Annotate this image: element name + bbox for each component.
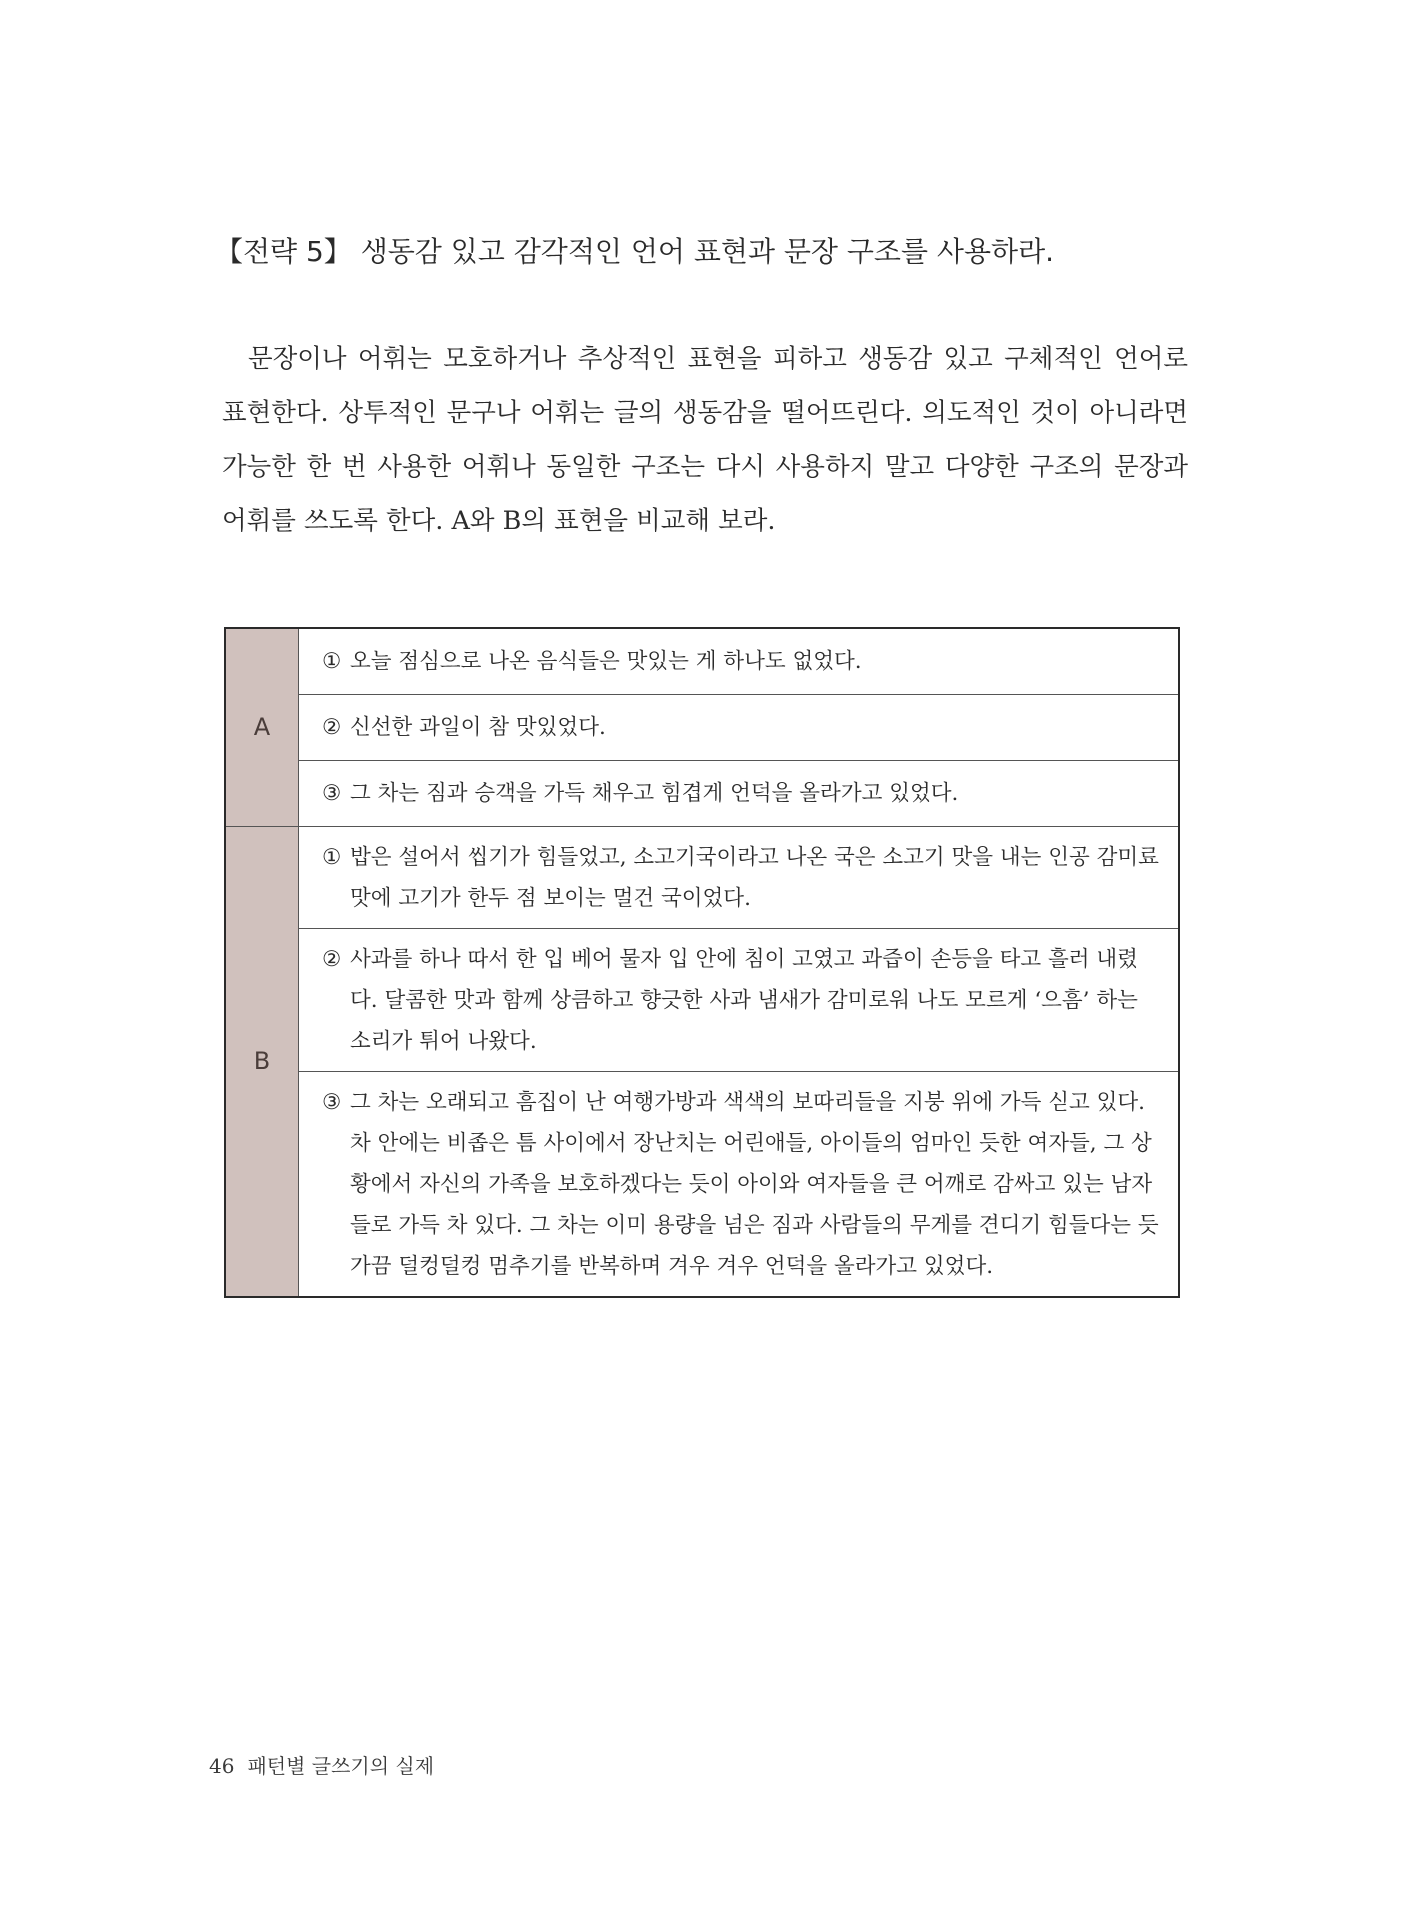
example-item [299,628,1180,694]
body-paragraph: 문장이나 어휘는 모호하거나 추상적인 표현을 피하고 생동감 있고 구체적인 언어로 표현한다. 상투적인 문구나 어휘는 글의 생동감을 떨어뜨린다. 의도적인 것이 아니라면 가능한 한 번 사용한 어휘나 동일한 구조는 다시 사용하지 말고 다양한 구조의 문장과 어휘를 쓰도록 한다. A와 B의 표현을 비교해 보라. [222,344,1188,536]
item-number: ③ [322,1089,342,1115]
table-row [225,928,1179,1071]
group-label-a: A [225,628,299,826]
item-number: ③ [322,781,342,806]
item-text: 밥은 설어서 씹기가 힘들었고, 소고기국이라고 나온 국은 소고기 맛을 내는 인공 감미료 맛에 고기가 한두 점 보이는 멀건 국이었다. [350,844,1159,911]
table-row [225,628,1179,694]
table-row [225,1071,1179,1297]
table-row [225,760,1179,826]
table-row [225,694,1179,760]
page-number: 46 [209,1754,235,1778]
item-number: ① [322,844,342,870]
item-text: 그 차는 짐과 승객을 가득 채우고 힘겹게 언덕을 올라가고 있었다. [350,781,959,806]
item-number: ② [322,715,342,740]
example-item [299,826,1180,928]
item-text: 사과를 하나 따서 한 입 베어 물자 입 안에 침이 고였고 과즙이 손등을 타고 흘러 내렸다. 달콤한 맛과 함께 상큼하고 향긋한 사과 냄새가 감미로워 나도 모르게 ‘으흠’ 하는 소리가 튀어 나왔다. [350,946,1138,1054]
item-text: 그 차는 오래되고 흠집이 난 여행가방과 색색의 보따리들을 지붕 위에 가득 싣고 있다. 차 안에는 비좁은 틈 사이에서 장난치는 어린애들, 아이들의 엄마인 듯한 여자들, 그 상황에서 자신의 가족을 보호하겠다는 듯이 아이와 여자들을 큰 어깨로 감싸고 있는 남자들로 가득 차 있다. 그 차는 이미 용량을 넘은 짐과 사람들의 무게를 견디기 힘들다는 듯 가끔 덜컹덜컹 멈추기를 반복하며 겨우 겨우 언덕을 올라가고 있었다. [350,1089,1159,1279]
item-text: 신선한 과일이 참 맛있었다. [350,715,606,740]
table-row [225,826,1179,928]
item-number: ① [322,649,342,675]
item-text: 오늘 점심으로 나온 음식들은 맛있는 게 하나도 없었다. [350,649,862,675]
group-label-b: B [225,826,299,1297]
example-item [299,1071,1180,1297]
book-title: 패턴별 글쓰기의 실제 [247,1754,435,1778]
section-heading: 【전략 5】 생동감 있고 감각적인 언어 표현과 문장 구조를 사용하라. [215,235,1055,268]
item-number: ② [322,946,342,972]
example-item [299,760,1180,826]
example-item [299,928,1180,1071]
example-item [299,694,1180,760]
page-footer [209,1750,434,1779]
comparison-table [224,627,1180,1298]
